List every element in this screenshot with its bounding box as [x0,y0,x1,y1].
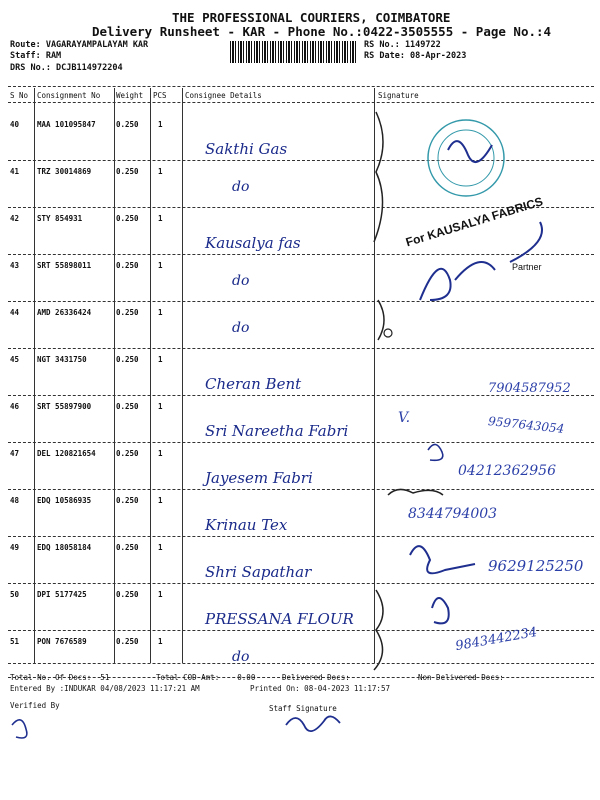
row-consignee-handwritten: Shri Sapathar [205,563,312,581]
row-consignment: NGT 3431750 [37,355,87,364]
row-weight: 0.250 [116,214,139,223]
barcode [230,41,358,63]
row-pcs: 1 [158,543,163,552]
row-sno: 43 [10,261,20,270]
row-pcs: 1 [158,496,163,505]
phone-49: 9629125250 [488,557,584,575]
row-divider [8,160,594,161]
row-sno: 50 [10,590,20,599]
row-consignee-handwritten: Jayesem Fabri [205,469,313,487]
row-pcs: 1 [158,167,163,176]
column-rule [114,88,115,663]
row-consignment: SRT 55897900 [37,402,92,411]
divider [8,663,594,664]
row-weight: 0.250 [116,167,139,176]
row-sno: 47 [10,449,20,458]
rs-number: RS No.: 1149722 [364,40,441,50]
row-weight: 0.250 [116,261,139,270]
row-sno: 42 [10,214,20,223]
row-consignment: AMD 26336424 [37,308,92,317]
row-consignee-handwritten: Sri Nareetha Fabri [205,422,349,440]
route-label: Route: VAGARAYAMPALAYAM KAR [10,40,149,50]
row-weight: 0.250 [116,637,139,646]
divider [8,86,594,87]
divider [8,102,594,103]
row-sno: 51 [10,637,20,646]
row-pcs: 1 [158,214,163,223]
row-consignment: MAA 101095847 [37,120,96,129]
stamp-kausalya: For KAUSALYA FABRICS [404,194,545,250]
row-consignment: EDQ 18058184 [37,543,92,552]
row-consignee-handwritten: Krinau Tex [205,516,288,534]
row-consignment: DEL 120821654 [37,449,96,458]
verified-signature [12,720,27,738]
staff-label: Staff: RAM [10,51,62,61]
row-weight: 0.250 [116,402,139,411]
phone-46: 9597643054 [487,414,565,436]
runsheet-title: Delivery Runsheet - KAR - Phone No.:0422-3505555 - Page No.:4 [92,24,552,39]
row-consignee-handwritten: Sakthi Gas [205,140,288,158]
col-sno: S No [10,91,29,100]
row-pcs: 1 [158,637,163,646]
signature-50 [432,598,449,623]
column-rule [150,88,151,663]
total-cod: Total COD Amt: 0.00 [156,673,256,682]
row-weight: 0.250 [116,449,139,458]
row-weight: 0.250 [116,590,139,599]
non-delivered-docs: Non Delivered Docs: [418,673,504,682]
entered-by: Entered By :INDUKAR 04/08/2023 11:17:21 AM [10,684,200,693]
signature-49 [410,546,475,573]
signature-kausalya-tail [510,222,542,262]
row-pcs: 1 [158,402,163,411]
seal-signature [448,141,492,162]
row-weight: 0.250 [116,496,139,505]
stamp-partner: Partner [512,262,542,272]
row-consignee-handwritten: Kausalya fas [205,234,301,252]
row-weight: 0.250 [116,308,139,317]
signature-47 [428,444,443,460]
row-consignee-handwritten: do [232,649,250,665]
col-consignment: Consignment No [37,91,101,100]
row-sno: 45 [10,355,20,364]
row-sno: 40 [10,120,20,129]
seal-stamp-inner [438,130,494,186]
col-pcs: PCS [153,91,167,100]
row-divider [8,301,594,302]
column-rule [182,88,183,663]
staff-signature-mark [286,716,340,731]
printed-on: Printed On: 08-04-2023 11:17:57 [250,684,390,693]
row-consignment: DPI 5177425 [37,590,87,599]
circle-mark [384,329,392,337]
row-consignee-handwritten: PRESSANA FLOUR [205,610,354,628]
row-consignee-handwritten: do [232,320,250,336]
column-rule [374,88,375,663]
phone-50: 9843442234 [454,624,539,655]
row-weight: 0.250 [116,355,139,364]
row-pcs: 1 [158,120,163,129]
row-sno: 48 [10,496,20,505]
row-divider [8,442,594,443]
row-consignment: STY 854931 [37,214,83,223]
company-title: THE PROFESSIONAL COURIERS, COIMBATORE [172,10,451,25]
sign-46-name: V. [398,410,411,426]
row-pcs: 1 [158,261,163,270]
brace-mark [378,300,384,340]
col-weight: Weight [116,91,144,100]
row-pcs: 1 [158,449,163,458]
phone-48: 8344794003 [408,506,498,522]
row-consignee-handwritten: do [232,273,250,289]
row-pcs: 1 [158,308,163,317]
col-signature: Signature [378,91,419,100]
row-consignee-handwritten: Cheran Bent [205,375,302,393]
delivered-docs: Delivered Docs: [282,673,350,682]
row-divider [8,348,594,349]
row-sno: 44 [10,308,20,317]
row-consignment: TRZ 30014869 [37,167,92,176]
verified-by: Verified By [10,701,60,710]
row-weight: 0.250 [116,543,139,552]
row-divider [8,536,594,537]
seal-stamp [428,120,504,196]
total-docs: Total No. Of Docs: 51 [10,673,110,682]
row-pcs: 1 [158,590,163,599]
drs-number: DRS No.: DCJB114972204 [10,63,123,73]
row-sno: 46 [10,402,20,411]
phone-45: 7904587952 [488,381,571,396]
col-details: Consignee Details [185,91,262,100]
row-sno: 49 [10,543,20,552]
row-divider [8,583,594,584]
row-consignee-handwritten: do [232,179,250,195]
row-sno: 41 [10,167,20,176]
staff-signature-label: Staff Signature [269,704,337,713]
row-consignment: SRT 55898011 [37,261,92,270]
signature-48 [388,489,443,495]
column-rule [34,88,35,663]
brace-mark [374,112,383,242]
row-consignment: PON 7676589 [37,637,87,646]
row-divider [8,254,594,255]
row-divider [8,489,594,490]
phone-47: 04212362956 [458,463,556,479]
row-pcs: 1 [158,355,163,364]
signature-kausalya [420,262,495,300]
row-consignment: EDQ 10586935 [37,496,92,505]
row-weight: 0.250 [116,120,139,129]
rs-date: RS Date: 08-Apr-2023 [364,51,467,61]
